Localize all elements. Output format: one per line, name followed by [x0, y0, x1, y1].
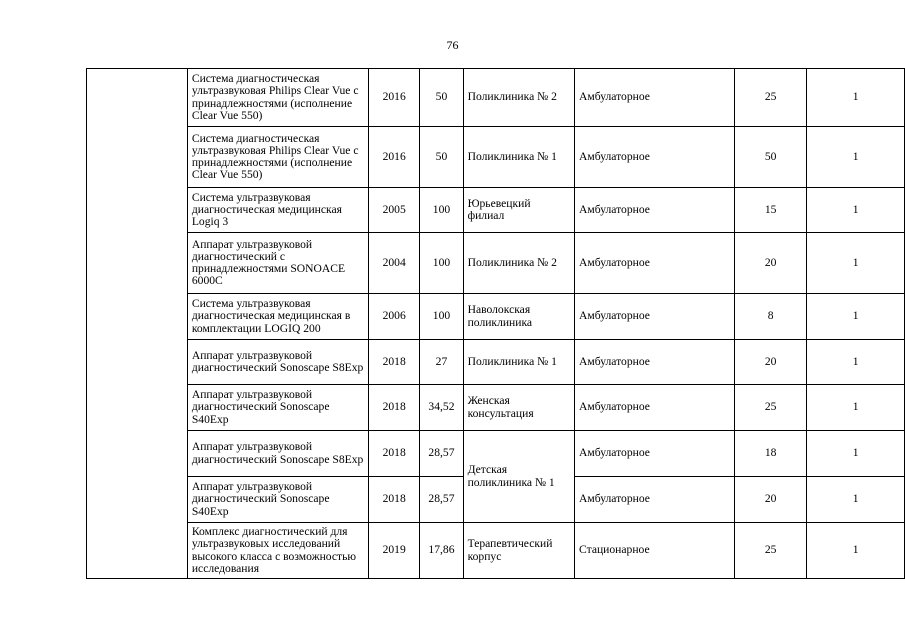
year-cell: 2016 — [369, 127, 420, 188]
count-cell: 1 — [807, 477, 905, 523]
load-cell: 25 — [734, 69, 806, 127]
load-cell: 25 — [734, 523, 806, 579]
location-cell: Поликлиника № 1 — [463, 127, 574, 188]
count-cell: 1 — [807, 127, 905, 188]
table-row — [87, 431, 905, 477]
year-cell: 2018 — [369, 431, 420, 477]
load-cell: 8 — [734, 294, 806, 340]
wear-cell: 28,57 — [420, 477, 463, 523]
care-type-cell: Амбулаторное — [575, 294, 735, 340]
location-cell: Детская поликлиника № 1 — [463, 431, 574, 523]
table-row — [87, 188, 905, 233]
location-cell: Поликлиника № 2 — [463, 69, 574, 127]
care-type-cell: Амбулаторное — [575, 69, 735, 127]
year-cell: 2018 — [369, 477, 420, 523]
wear-cell: 27 — [420, 340, 463, 385]
location-cell: Поликлиника № 1 — [463, 340, 574, 385]
location-cell: Терапевтический корпус — [463, 523, 574, 579]
count-cell: 1 — [807, 340, 905, 385]
location-cell: Юрьевецкий филиал — [463, 188, 574, 233]
care-type-cell: Амбулаторное — [575, 233, 735, 294]
location-cell: Женская консультация — [463, 385, 574, 431]
wear-cell: 50 — [420, 127, 463, 188]
equipment-name: Система диагностическая ультразвуковая Philips Clear Vue с принадлежностями (исполнение Clear Vue 550) — [187, 69, 368, 127]
year-cell: 2019 — [369, 523, 420, 579]
load-cell: 20 — [734, 477, 806, 523]
count-cell: 1 — [807, 431, 905, 477]
care-type-cell: Амбулаторное — [575, 431, 735, 477]
equipment-name: Аппарат ультразвуковой диагностический Sonoscape S8Exp — [187, 431, 368, 477]
table-row — [87, 69, 905, 127]
wear-cell: 50 — [420, 69, 463, 127]
equipment-name: Система диагностическая ультразвуковая Philips Clear Vue с принадлежностями (исполнение Clear Vue 550) — [187, 127, 368, 188]
count-cell: 1 — [807, 233, 905, 294]
load-cell: 15 — [734, 188, 806, 233]
count-cell: 1 — [807, 294, 905, 340]
wear-cell: 17,86 — [420, 523, 463, 579]
wear-cell: 100 — [420, 294, 463, 340]
year-cell: 2018 — [369, 385, 420, 431]
load-cell: 20 — [734, 340, 806, 385]
year-cell: 2004 — [369, 233, 420, 294]
table-row — [87, 385, 905, 431]
care-type-cell: Амбулаторное — [575, 477, 735, 523]
location-cell: Поликлиника № 2 — [463, 233, 574, 294]
equipment-name: Аппарат ультразвуковой диагностический Sonoscape S40Exp — [187, 477, 368, 523]
year-cell: 2006 — [369, 294, 420, 340]
year-cell: 2018 — [369, 340, 420, 385]
equipment-name: Аппарат ультразвуковой диагностический Sonoscape S8Exp — [187, 340, 368, 385]
wear-cell: 34,52 — [420, 385, 463, 431]
equipment-name: Аппарат ультразвуковой диагностический с принадлежностями SONOACE 6000C — [187, 233, 368, 294]
table-row — [87, 523, 905, 579]
table-row — [87, 233, 905, 294]
equipment-name: Комплекс диагностический для ультразвуковых исследований высокого класса с возможностью исследования — [187, 523, 368, 579]
table-row — [87, 294, 905, 340]
care-type-cell: Стационарное — [575, 523, 735, 579]
load-cell: 18 — [734, 431, 806, 477]
equipment-name: Аппарат ультразвуковой диагностический Sonoscape S40Exp — [187, 385, 368, 431]
count-cell: 1 — [807, 385, 905, 431]
load-cell: 20 — [734, 233, 806, 294]
load-cell: 25 — [734, 385, 806, 431]
care-type-cell: Амбулаторное — [575, 385, 735, 431]
wear-cell: 28,57 — [420, 431, 463, 477]
equipment-name: Система ультразвуковая диагностическая медицинская Logiq 3 — [187, 188, 368, 233]
table-row — [87, 127, 905, 188]
care-type-cell: Амбулаторное — [575, 340, 735, 385]
equipment-name: Система ультразвуковая диагностическая медицинская в комплектации LOGIQ 200 — [187, 294, 368, 340]
equipment-table — [86, 68, 905, 579]
page-number: 76 — [446, 38, 459, 52]
empty-first-column — [87, 69, 188, 579]
care-type-cell: Амбулаторное — [575, 188, 735, 233]
wear-cell: 100 — [420, 188, 463, 233]
table-row — [87, 340, 905, 385]
year-cell: 2016 — [369, 69, 420, 127]
count-cell: 1 — [807, 69, 905, 127]
wear-cell: 100 — [420, 233, 463, 294]
count-cell: 1 — [807, 523, 905, 579]
care-type-cell: Амбулаторное — [575, 127, 735, 188]
count-cell: 1 — [807, 188, 905, 233]
load-cell: 50 — [734, 127, 806, 188]
location-cell: Наволокская поликлиника — [463, 294, 574, 340]
year-cell: 2005 — [369, 188, 420, 233]
